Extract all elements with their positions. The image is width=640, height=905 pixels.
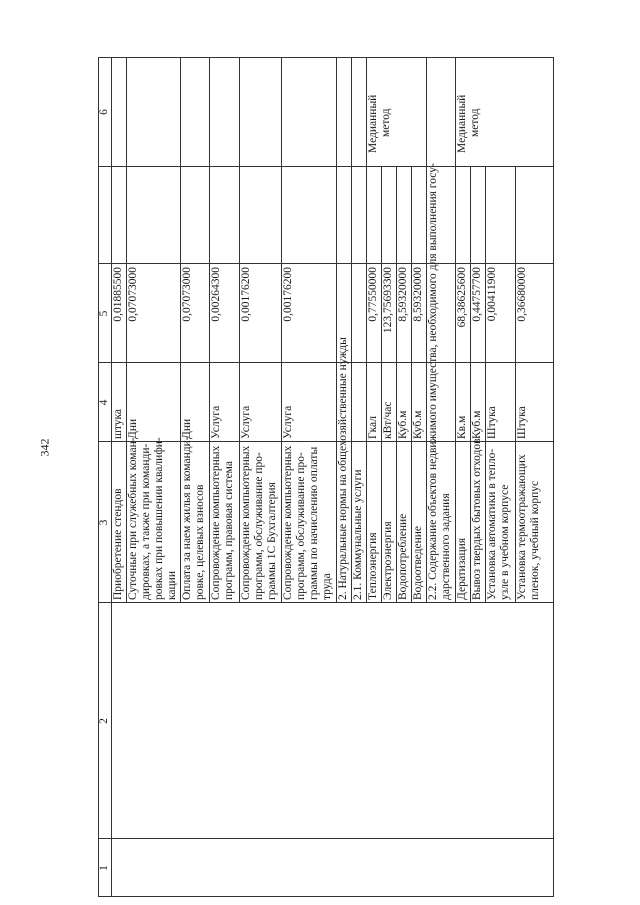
prop-2-unit: Куб.м [471,410,483,439]
utilities-method-l1: Медианный [367,94,379,153]
util-1-value: 0,77550000 [367,267,379,322]
util-4-name: Водоотведение [412,526,424,600]
row-5-name-l1: Сопровождение компьютерных [240,445,252,600]
row-5-name-l3: граммы 1С Бухгалтерия [266,482,278,600]
utilities-method-l2: метод [380,108,392,137]
util-2-name: Электроэнергия [382,521,394,600]
page-number: 342 [37,438,52,457]
row-1-value: 0,01885500 [112,267,124,322]
prop-3-value: 0,00411900 [486,267,498,322]
property-method-l2: метод [469,108,481,137]
util-1-unit: Гкал [367,415,379,439]
row-4-name-l1: Сопровождение компьютерных [210,445,222,600]
prop-2-value: 0,44757700 [471,267,483,322]
row-2-value: 0,07073000 [127,267,139,322]
row-6-name-l2: программ, обслуживание про- [295,452,307,600]
row-6-unit: Услуга [282,405,294,439]
util-4-unit: Куб.м [412,410,424,439]
prop-4-unit: Штука [516,406,528,439]
prop-4-value: 0,36680000 [516,267,528,322]
prop-1-value: 68,38625600 [456,267,468,328]
row-5-unit: Услуга [240,405,252,439]
row-6-name-l1: Сопровождение компьютерных [282,445,294,600]
row-3-name-l2: ровке, целевых взносов [194,484,206,600]
row-4-value: 0,00264300 [210,267,222,322]
util-3-name: Водопотребление [397,513,409,600]
header-separator [111,57,112,897]
util-3-unit: Куб.м [397,410,409,439]
section-2-2-heading-l2: дарственного задания [440,493,452,600]
row-6-name-l4: труда [321,573,333,600]
row-3-name-l1: Оплата за наем жилья в команди- [181,436,193,600]
section-2-1-heading: 2.1. Коммунальные услуги [352,469,364,600]
prop-1-unit: Кв.м [456,415,468,439]
prop-1-name: Дератизация [456,537,468,600]
row-6-value: 0,00176200 [282,267,294,322]
row-2-name-l2: дировках, а также при команди- [140,443,152,600]
util-4-value: 8,59320000 [412,267,424,322]
row-5-name-l2: программ, обслуживание про- [253,452,265,600]
prop-3-unit: Штука [486,406,498,439]
header-col-5: 5 [98,310,110,317]
prop-3-name-l1: Установка автоматики в тепло- [486,448,498,600]
header-col-2: 2 [98,718,110,724]
row-1-name: Приобретение стендов [112,488,124,600]
row-4-name-l2: программ, правовая система [223,461,235,600]
util-2-value: 123,75693300 [382,267,394,334]
row-2-name-l1: Суточные при служебных коман- [127,437,139,600]
row-2-name-l3: ровках при повышении квалифи- [153,437,165,600]
row-3-unit: Дни [181,418,193,439]
header-col-1: 1 [98,865,110,871]
col-divider-1 [98,838,554,839]
row-2-name-l4: кации [166,571,178,600]
header-col-4: 4 [98,399,110,406]
section-2-2-heading-l1: 2.2. Содержание объектов недвижимого имущества, необходимого для выполнения госу- [427,163,439,600]
table-border-bottom [553,57,554,897]
util-3-value: 8,59320000 [397,267,409,322]
row-1-unit: штука [112,409,124,439]
row-6-name-l3: граммы по начислению оплаты [308,446,320,600]
row-2-unit: Дни [127,418,139,439]
property-method-l1: Медианный [456,94,468,153]
rotated-table-scan [98,57,558,897]
prop-4-name-l2: пленок, учебный корпус [529,480,541,600]
row-5-value: 0,00176200 [240,267,252,322]
table-border-right [98,57,554,58]
util-2-unit: кВт/час [382,401,394,439]
table-border-left [98,896,554,897]
section-2-heading: 2. Натуральные нормы на общехозяйственные нужды [337,337,349,600]
header-col-3: 3 [98,519,110,526]
prop-4-name-l1: Установка термоотражающих [516,454,528,600]
util-1-name: Теплоэнергия [367,532,379,600]
prop-2-name: Вывоз твердых бытовых отходов [471,438,483,600]
row-3-value: 0,07073000 [181,267,193,322]
prop-3-name-l2: узле в учебном корпусе [499,484,511,600]
header-col-6: 6 [98,109,110,115]
row-4-unit: Услуга [210,405,222,439]
